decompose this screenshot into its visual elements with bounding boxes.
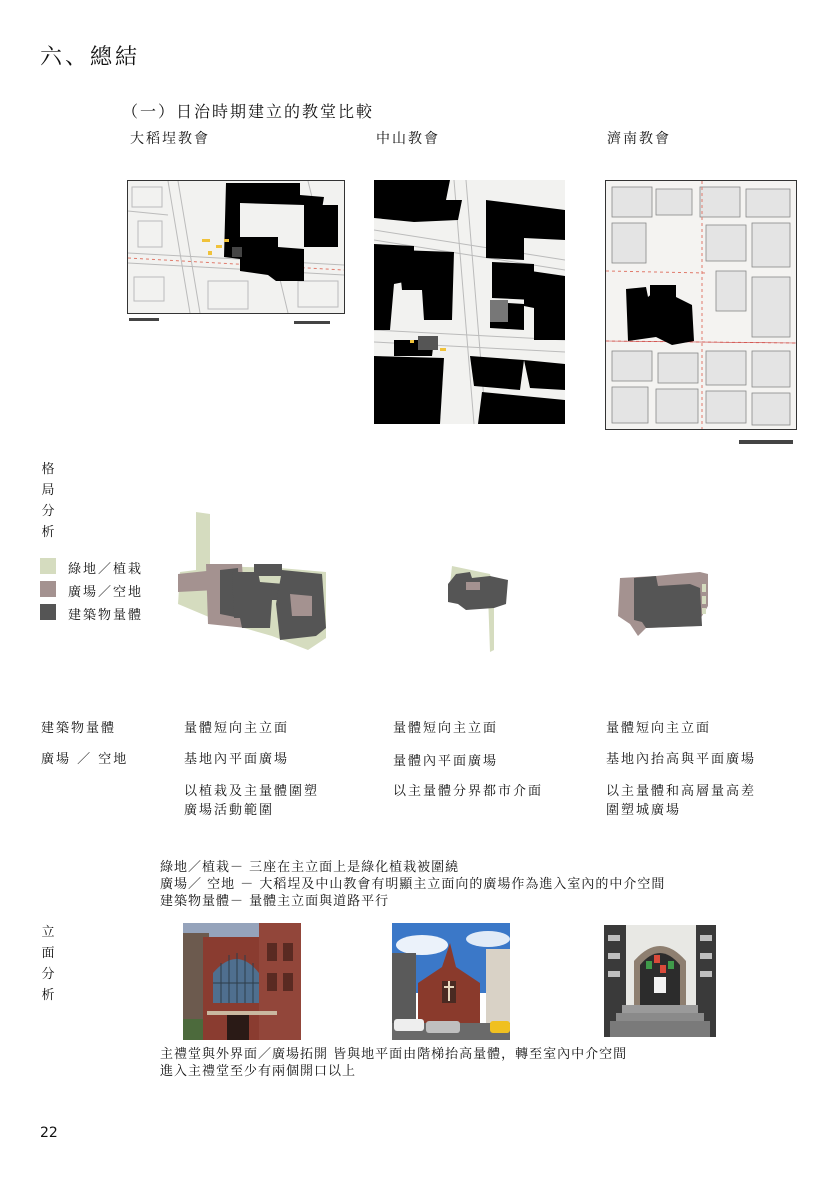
legend-swatch-plaza: [40, 581, 56, 597]
legend-label-building: 建築物量體: [68, 608, 144, 623]
layout-analysis-label: 格局分析: [41, 462, 55, 540]
map-scale-bar: [129, 318, 159, 321]
bottom-line: 進入主禮堂至少有兩個開口以上: [160, 1064, 357, 1079]
site-map-jinan: [605, 180, 797, 430]
map-scale-bar: [739, 440, 793, 444]
bottom-line: 主禮堂與外界面／廣場拓開 皆與地平面由階梯抬高量體，轉至室內中介空間: [160, 1047, 628, 1062]
cell-boundary-jinan: 以主量體和高層量高差 圍塑城廣場: [606, 784, 757, 818]
church-name-zhongshan: 中山教會: [376, 131, 440, 147]
page-number: 22: [40, 1125, 58, 1141]
summary-line: 廣場／ 空地 － 大稻埕及中山教會有明顯主立面向的廣場作為進入室內的中介空間: [160, 877, 666, 892]
elevation-analysis-label: 立面分析: [41, 925, 55, 1003]
row-header-building: 建築物量體: [41, 721, 117, 736]
section-title: 六、總結: [40, 45, 141, 70]
summary-line: 綠地／植栽－ 三座在主立面上是綠化植栽被圍繞: [160, 860, 460, 875]
cell-plaza-dadaocheng: 基地內平面廣場: [184, 752, 290, 767]
cell-boundary-zhongshan: 以主量體分界都市介面: [393, 784, 544, 799]
photo-dadaocheng-facade: [183, 923, 301, 1040]
summary-line: 建築物量體－ 量體主立面與道路平行: [160, 894, 390, 909]
photo-zhongshan-facade: [392, 923, 510, 1040]
cell-building-zhongshan: 量體短向主立面: [393, 721, 499, 736]
church-name-jinan: 濟南教會: [607, 131, 671, 147]
legend-label-green: 綠地／植栽: [68, 562, 144, 577]
layout-diagram-dadaocheng: [176, 508, 336, 658]
row-header-plaza: 廣場 ／ 空地: [41, 752, 129, 767]
legend-swatch-green: [40, 558, 56, 574]
cell-building-jinan: 量體短向主立面: [606, 721, 712, 736]
site-map-dadaocheng: [127, 180, 345, 314]
photo-jinan-entrance: [604, 925, 716, 1037]
cell-plaza-jinan: 基地內抬高與平面廣場: [606, 752, 757, 767]
layout-diagram-jinan: [616, 566, 716, 642]
legend-swatch-building: [40, 604, 56, 620]
cell-building-dadaocheng: 量體短向主立面: [184, 721, 290, 736]
map-scale-bar: [294, 321, 330, 324]
site-map-zhongshan: [374, 180, 565, 424]
subsection-title: （一）日治時期建立的教堂比較: [122, 102, 375, 121]
layout-diagram-zhongshan: [444, 564, 514, 654]
legend-label-plaza: 廣場／空地: [68, 585, 144, 600]
cell-boundary-dadaocheng: 以植栽及主量體圍塑 廣場活動範圍: [184, 784, 320, 818]
cell-plaza-zhongshan: 量體內平面廣場: [393, 754, 499, 769]
church-name-dadaocheng: 大稻埕教會: [130, 131, 210, 147]
